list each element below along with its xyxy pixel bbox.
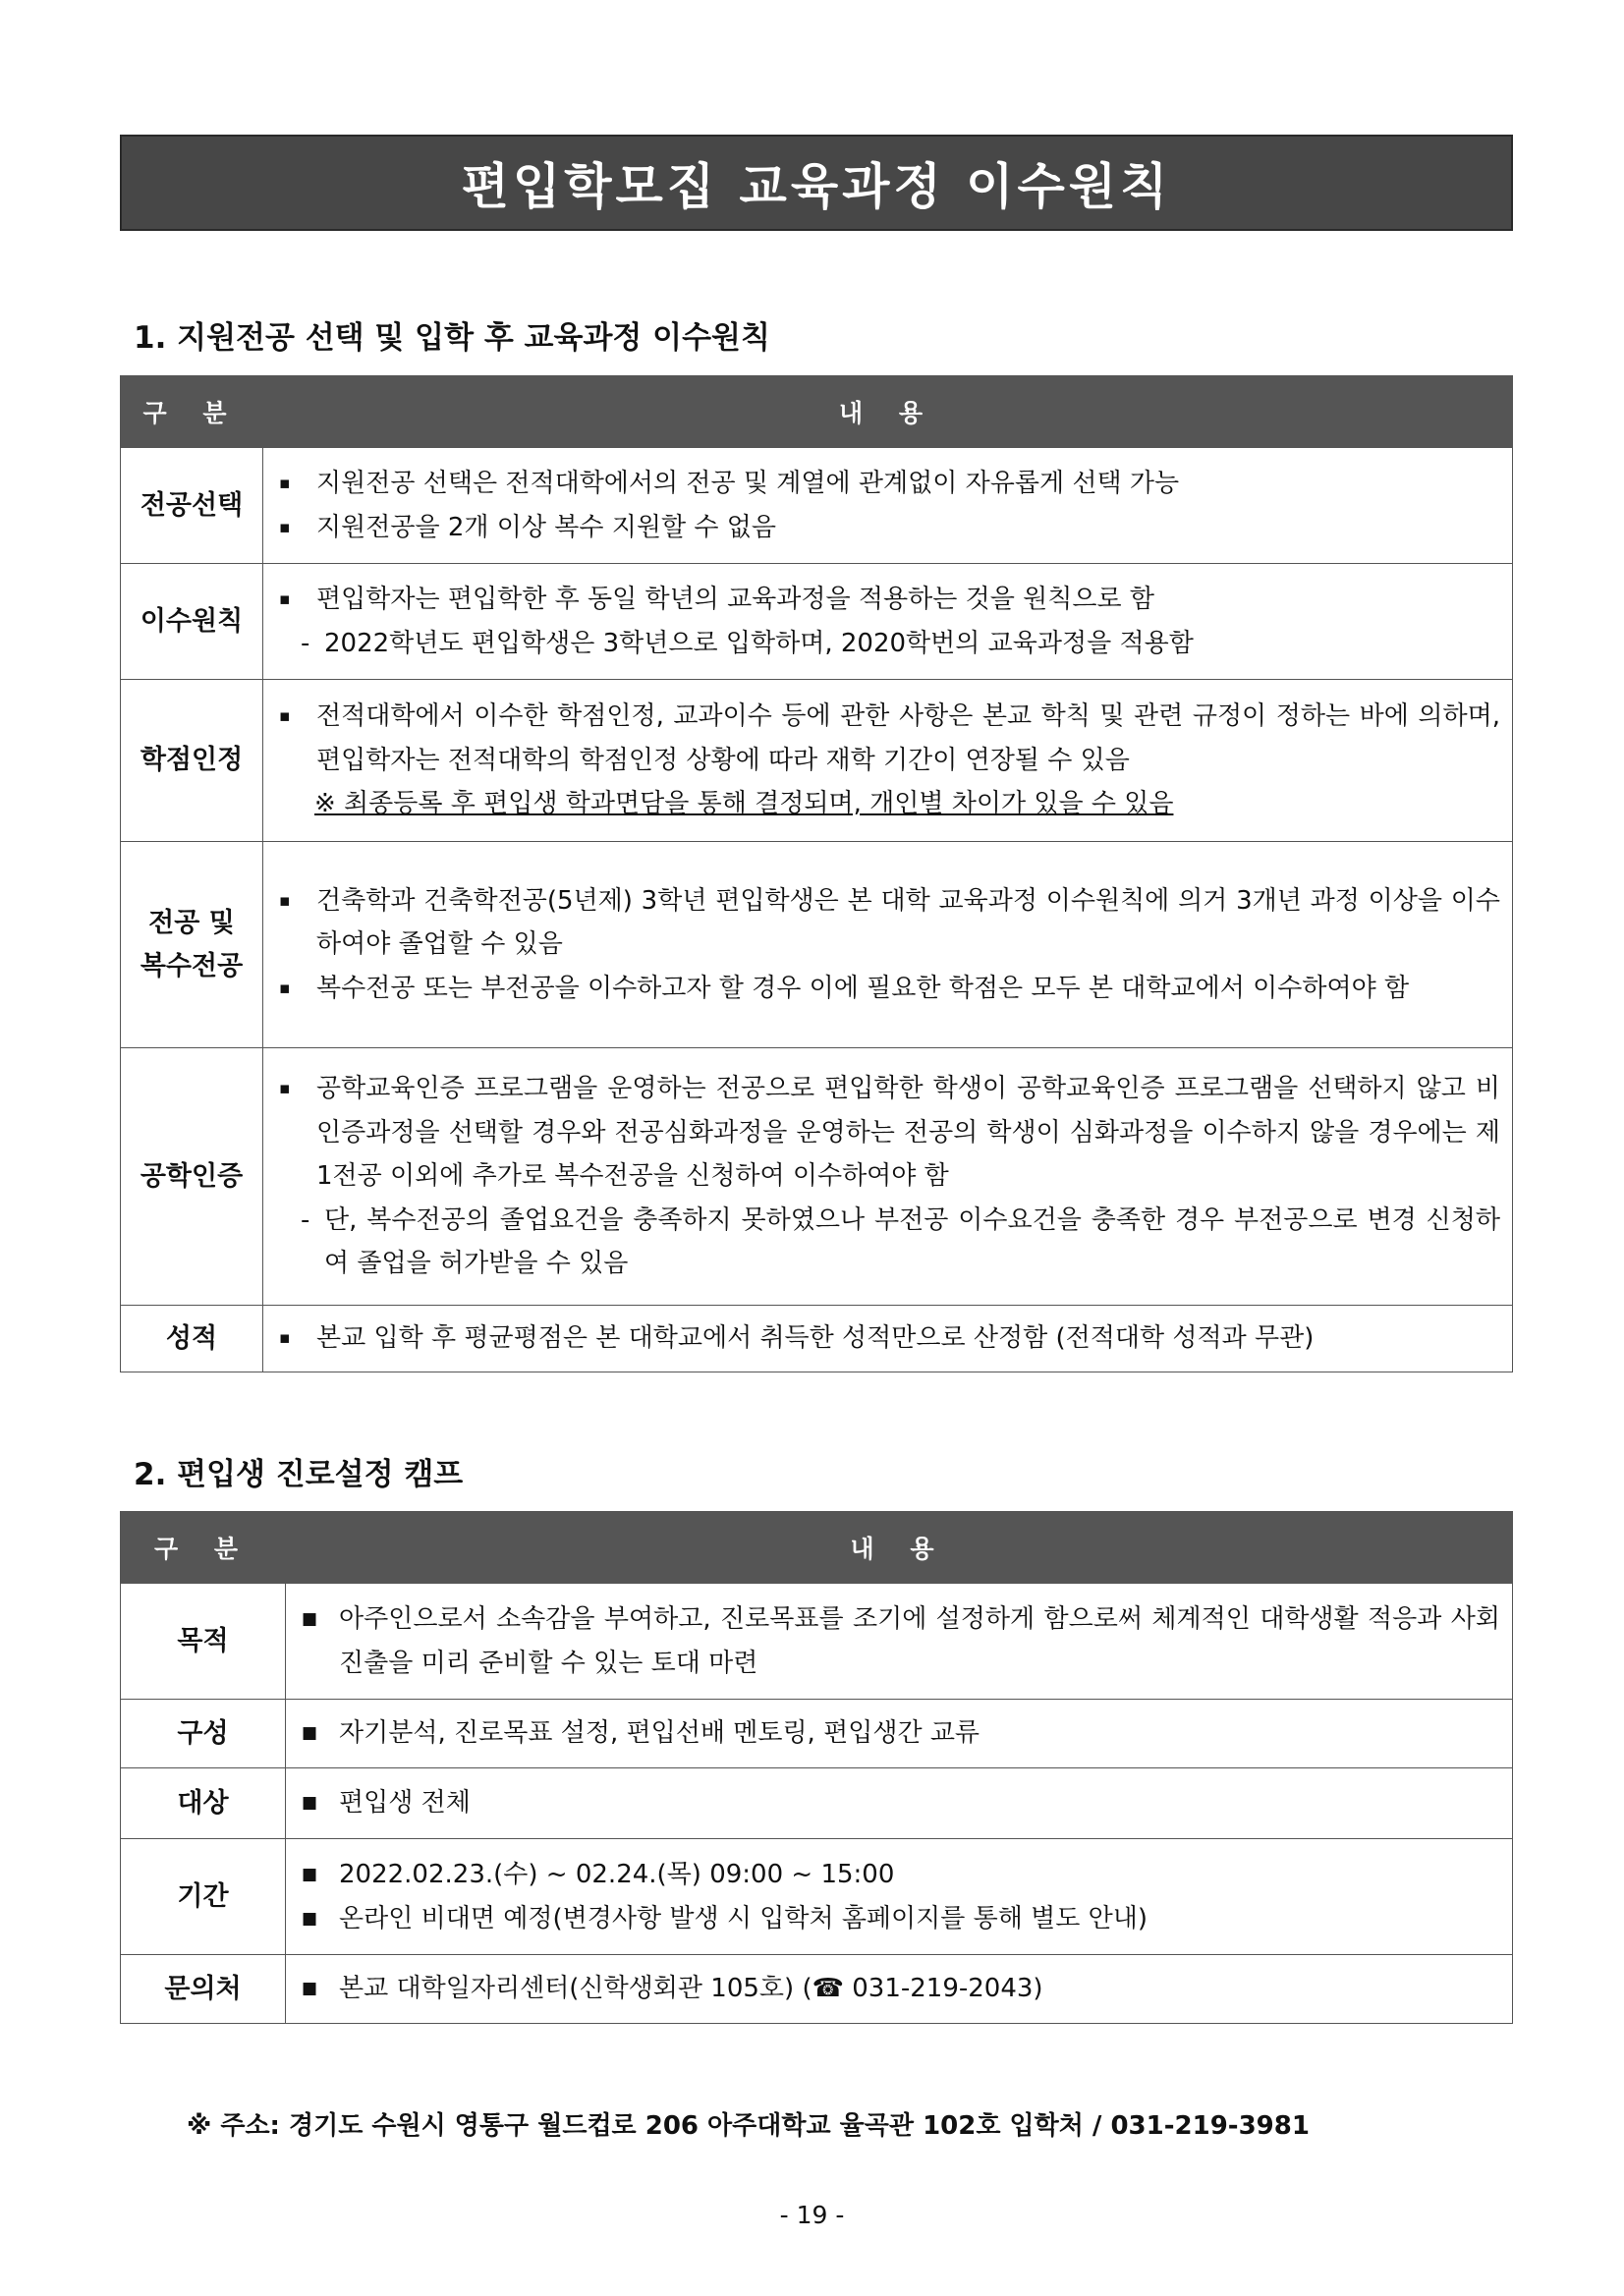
table-row [121,1306,1513,1372]
bullet-icon: ▪ [279,890,291,911]
row-category: 구성 [121,1700,286,1768]
row-content: ■ 아주인으로서 소속감을 부여하고, 진로목표를 조기에 설정하게 함으로써 체계적인 대학생활 적응과 사회진출을 미리 준비할 수 있는 토대 마련 [286,1584,1513,1700]
row-content: ▪ 공학교육인증 프로그램을 운영하는 전공으로 편입학한 학생이 공학교육인증 프로그램을 선택하지 않고 비인증과정을 선택할 경우와 전공심화과정을 운영하는 전공의 학생이 심화과정을 이수하지 않을 경우에는 제1전공 이외에 추가로 복수전공을 신청하여 이수하여야 함 - 단, 복수전공의 졸업요건을 충족하지 못하였으나 부전공 이수요건을 충족한 경우 부전공으로 변경 신청하여 졸업을 허가받을 수 있음 [263,1048,1513,1306]
table-header-row [121,376,1513,448]
bullet-icon: ■ [302,1865,318,1884]
bullet-icon: ▪ [279,1328,291,1349]
row-content: ■ 편입생 전체 [286,1768,1513,1839]
header-content: 내 용 [263,376,1513,448]
section1-table [120,375,1513,1372]
row-content: ■ 본교 대학일자리센터(신학생회관 105호) (☎ 031-219-2043) [286,1955,1513,2024]
bullet-icon: ▪ [279,589,291,609]
row-category: 공학인증 [121,1048,263,1306]
table-header-row [121,1512,1513,1584]
table-row [121,1584,1513,1700]
table-row [121,842,1513,1048]
address-line: ※ 주소: 경기도 수원시 영통구 월드컵로 206 아주대학교 율곡관 102호 입학처 / 031-219-3981 [187,2111,1310,2141]
page-number: - 19 - [779,2201,845,2229]
row-content: ▪ 지원전공 선택은 전적대학에서의 전공 및 계열에 관계없이 자유롭게 선택 가능 ▪ 지원전공을 2개 이상 복수 지원할 수 없음 [263,448,1513,564]
row-category: 전공선택 [121,448,263,564]
table-row [121,1839,1513,1955]
row-content: ■ 자기분석, 진로목표 설정, 편입선배 멘토링, 편입생간 교류 [286,1700,1513,1768]
section1-heading: 1. 지원전공 선택 및 입학 후 교육과정 이수원칙 [134,320,770,356]
bullet-icon: ▪ [279,517,291,537]
row-category: 대상 [121,1768,286,1839]
bullet-icon: ■ [302,1723,318,1744]
row-category: 기간 [121,1839,286,1955]
title-banner [120,135,1513,231]
row-category: 전공 및 복수전공 [121,842,263,1048]
section2-table [120,1511,1513,2024]
table-row [121,448,1513,564]
bullet-icon: ▪ [279,474,291,493]
table-row [121,1048,1513,1306]
row-content: ▪ 본교 입학 후 평균평점은 본 대학교에서 취득한 성적만으로 산정함 (전적대학 성적과 무관) [263,1306,1513,1372]
bullet-icon: ■ [302,1908,318,1929]
bullet-icon: ▪ [279,978,291,998]
bullet-icon: ▪ [279,1079,291,1099]
bullet-icon: ■ [302,1979,318,1999]
header-category: 구 분 [121,376,263,448]
table-row [121,680,1513,842]
row-category: 이수원칙 [121,564,263,680]
table-row [121,1700,1513,1768]
row-content: ▪ 편입학자는 편입학한 후 동일 학년의 교육과정을 적용하는 것을 원칙으로 함 - 2022학년도 편입학생은 3학년으로 입학하며, 2020학번의 교육과정을 적용함 [263,564,1513,680]
row-content: ■ 2022.02.23.(수) ~ 02.24.(목) 09:00 ~ 15:00 ■ 온라인 비대면 예정(변경사항 발생 시 입학처 홈페이지를 통해 별도 안내) [286,1839,1513,1955]
table-row [121,1768,1513,1839]
row-category: 성적 [121,1306,263,1372]
header-category: 구 분 [121,1512,286,1584]
bullet-icon: ▪ [279,706,291,727]
note-text: ※ 최종등록 후 편입생 학과면담을 통해 결정되며, 개인별 차이가 있을 수 있음 [314,789,1174,819]
header-content: 내 용 [286,1512,1513,1584]
bullet-icon: ■ [302,1793,318,1814]
row-content: ▪ 전적대학에서 이수한 학점인정, 교과이수 등에 관한 사항은 본교 학칙 및 관련 규정이 정하는 바에 의하며, 편입학자는 전적대학의 학점인정 상황에 따라 재학 기간이 연장될 수 있음 ※ 최종등록 후 편입생 학과면담을 통해 결정되며, 개인별 차이가 있을 수 있음 [263,680,1513,842]
row-category: 목적 [121,1584,286,1700]
bullet-icon: ■ [302,1609,318,1629]
page-title: 편입학모집 교육과정 이수원칙 [461,158,1172,215]
row-content: ▪ 건축학과 건축학전공(5년제) 3학년 편입학생은 본 대학 교육과정 이수원칙에 의거 3개년 과정 이상을 이수하여야 졸업할 수 있음 ▪ 복수전공 또는 부전공을 이수하고자 할 경우 이에 필요한 학점은 모두 본 대학교에서 이수하여야 함 [263,842,1513,1048]
row-category: 문의처 [121,1955,286,2024]
row-category: 학점인정 [121,680,263,842]
table-row [121,564,1513,680]
section2-heading: 2. 편입생 진로설정 캠프 [134,1457,464,1492]
table-row [121,1955,1513,2024]
